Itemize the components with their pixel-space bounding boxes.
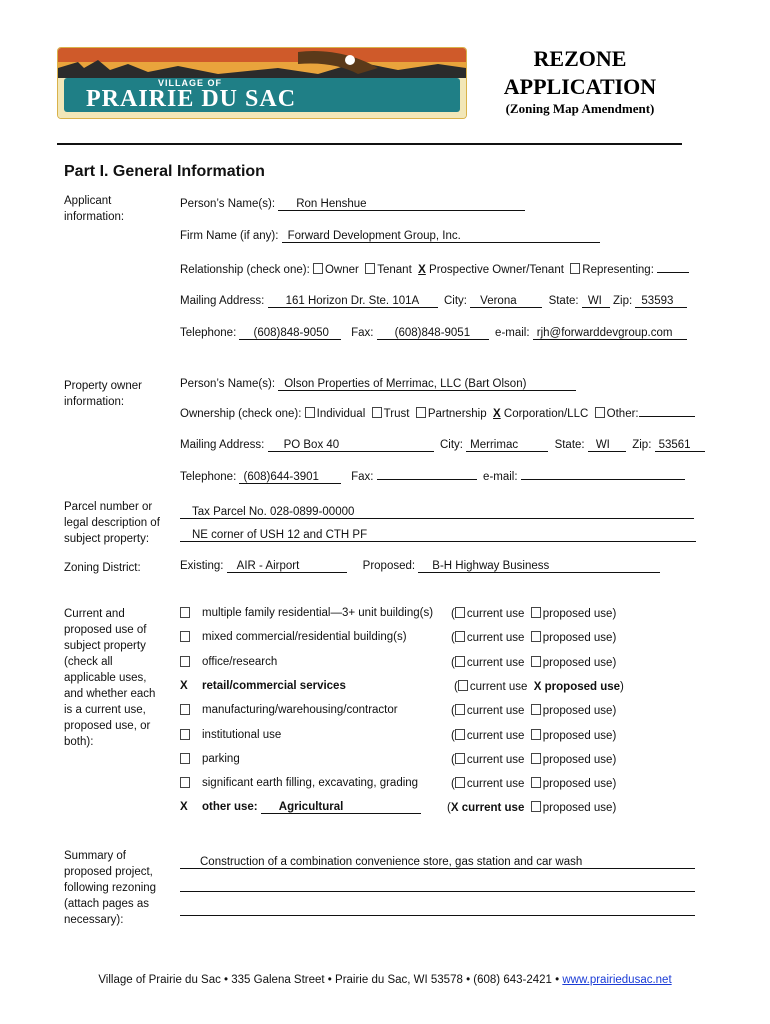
applicant-phone-row — [180, 327, 687, 340]
city-label: City: — [443, 295, 467, 307]
empty-box-icon — [531, 631, 541, 642]
part-title: Part I. General Information — [64, 163, 265, 180]
ownership-row — [180, 407, 695, 420]
other-checkbox[interactable] — [595, 407, 605, 418]
empty-box-icon — [180, 777, 190, 788]
empty-box-icon — [531, 729, 541, 740]
tenant-option: Tenant — [377, 264, 412, 276]
use-label — [202, 631, 407, 643]
use-checkbox[interactable] — [180, 656, 192, 669]
empty-box-icon — [455, 607, 465, 618]
corporation-mark[interactable]: X — [493, 408, 501, 420]
empty-box-icon — [180, 704, 190, 715]
use-text: parking — [202, 753, 240, 765]
empty-box-icon — [531, 704, 541, 715]
zip-label: Zip: — [613, 295, 633, 307]
proposed-use-option[interactable] — [531, 778, 613, 790]
use-text: other use: — [202, 801, 258, 813]
empty-box-icon — [531, 777, 541, 788]
empty-box-icon — [455, 729, 465, 740]
website-link[interactable]: www.prairiedusac.net — [562, 974, 672, 986]
header-rule — [57, 143, 682, 145]
owner-name-field[interactable]: Olson Properties of Merrimac, LLC (Bart Olson) — [278, 378, 576, 391]
use-checkbox[interactable] — [180, 607, 192, 620]
fax-field[interactable]: (608)848-9051 — [377, 327, 489, 340]
fax-label: Fax: — [351, 327, 374, 339]
use-label — [202, 704, 398, 716]
logo-main-text: PRAIRIE DU SAC — [86, 86, 297, 112]
owner-state-label: State: — [554, 439, 585, 451]
state-field[interactable]: WI — [582, 295, 610, 308]
current-use-label: current use — [466, 608, 525, 620]
ownership-label: Ownership (check one): — [180, 408, 302, 420]
use-current-proposed: ( current use proposed use) — [451, 632, 617, 644]
current-use-label: current use — [466, 754, 525, 766]
owner-label: Property owner information: — [64, 380, 142, 408]
current-use-label: current use — [466, 705, 525, 717]
proposed-label: Proposed: — [362, 560, 416, 572]
empty-box-icon — [455, 631, 465, 642]
use-current-proposed: ( current use proposed use) — [451, 657, 617, 669]
owner-name-row — [180, 378, 576, 391]
current-use-option[interactable] — [455, 608, 525, 620]
current-use-label: current use — [466, 778, 525, 790]
applicant-name-row — [180, 198, 525, 211]
firm-row — [180, 230, 600, 243]
proposed-use-label: proposed use — [542, 730, 613, 742]
individual-option: Individual — [316, 408, 366, 420]
use-label — [202, 777, 418, 789]
proposed-use-label: proposed use — [542, 802, 613, 814]
empty-box-icon — [180, 753, 190, 764]
proposed-use-label: proposed use — [542, 608, 613, 620]
subtitle: (Zoning Map Amendment) — [505, 101, 655, 116]
partnership-checkbox[interactable] — [416, 407, 426, 418]
proposed-field[interactable]: B-H Highway Business — [418, 560, 660, 573]
summary-label: Summary of proposed project, following rezoning (attach pages as necessary): — [64, 850, 157, 926]
footer — [0, 974, 770, 986]
other-use-field[interactable]: Agricultural — [261, 801, 421, 814]
mailing-field[interactable]: 161 Horizon Dr. Ste. 101A — [268, 295, 438, 308]
empty-box-icon — [180, 729, 190, 740]
use-checkbox[interactable]: X — [180, 680, 188, 692]
partnership-option: Partnership — [427, 408, 487, 420]
use-current-proposed: ( current use proposed use) — [451, 754, 617, 766]
use-current-proposed: ( current use proposed use) — [451, 705, 617, 717]
applicant-name-field[interactable]: Ron Henshue — [278, 198, 525, 211]
owner-zip-label: Zip: — [632, 439, 652, 451]
use-label — [202, 656, 277, 668]
proposed-use-option[interactable] — [531, 705, 613, 717]
current-use-option[interactable] — [455, 657, 525, 669]
parcel-line-1[interactable]: Tax Parcel No. 028-0899-00000 — [180, 506, 694, 519]
owner-email-label: e-mail: — [483, 471, 518, 483]
corporation-option: Corporation/LLC — [503, 408, 589, 420]
owner-zip-field[interactable]: 53561 — [655, 439, 705, 452]
owner-mailing-label: Mailing Address: — [180, 439, 265, 451]
relationship-row — [180, 263, 689, 276]
proposed-use-option[interactable] — [531, 657, 613, 669]
use-checkbox[interactable] — [180, 704, 192, 717]
relationship-label: Relationship (check one): — [180, 264, 310, 276]
current-use-label: current use — [466, 632, 525, 644]
use-current-proposed: ( current use X proposed use) — [454, 681, 624, 693]
state-label: State: — [548, 295, 579, 307]
proposed-use-option[interactable] — [531, 802, 613, 814]
tenant-checkbox[interactable] — [365, 263, 375, 274]
email-label: e-mail: — [495, 327, 530, 339]
use-label — [202, 680, 346, 692]
prospective-mark[interactable]: X — [418, 264, 426, 276]
use-current-proposed: ( current use proposed use) — [451, 778, 617, 790]
use-checkbox[interactable] — [180, 729, 192, 742]
use-text: retail/commercial services — [202, 680, 346, 692]
owner-fax-field[interactable] — [377, 479, 477, 480]
empty-box-icon — [455, 704, 465, 715]
use-label — [202, 801, 421, 814]
current-use-option[interactable] — [458, 681, 528, 693]
use-text: office/research — [202, 656, 278, 668]
owner-option: Owner — [324, 264, 359, 276]
other-option: Other: — [606, 408, 639, 420]
owner-mailing-row — [180, 439, 705, 452]
logo-top-text: VILLAGE OF — [158, 78, 222, 88]
proposed-use-label: proposed use — [542, 778, 613, 790]
zoning-label: Zoning District: — [64, 562, 141, 574]
firm-field[interactable]: Forward Development Group, Inc. — [282, 230, 600, 243]
summary-line-3[interactable] — [180, 915, 695, 916]
empty-box-icon — [180, 631, 190, 642]
representing-option: Representing: — [582, 264, 654, 276]
existing-field[interactable]: AIR - Airport — [227, 560, 347, 573]
use-text: manufacturing/warehousing/contractor — [202, 704, 398, 716]
owner-city-label: City: — [439, 439, 463, 451]
other-field[interactable] — [639, 416, 695, 417]
footer-text: Village of Prairie du Sac • 335 Galena Street • Prairie du Sac, WI 53578 • (608) 643-2421 • — [98, 974, 563, 986]
use-current-proposed: ( current use proposed use) — [451, 608, 617, 620]
summary-line-1[interactable]: Construction of a combination convenience store, gas station and car wash — [180, 856, 695, 869]
current-use-label: current use — [466, 657, 525, 669]
current-use-option[interactable]: X current use — [450, 802, 525, 814]
parcel-line-2[interactable]: NE corner of USH 12 and CTH PF — [180, 529, 696, 542]
title-application: APPLICATION — [503, 74, 657, 99]
representing-checkbox[interactable] — [570, 263, 580, 274]
proposed-use-label: proposed use — [542, 657, 613, 669]
use-label — [202, 729, 281, 741]
parcel-label: Parcel number or legal description of subject property: — [64, 501, 160, 545]
owner-mailing-field[interactable]: PO Box 40 — [268, 439, 434, 452]
firm-label: Firm Name (if any): — [180, 230, 279, 242]
use-label — [202, 753, 240, 765]
city-field[interactable]: Verona — [470, 295, 542, 308]
use-text: significant earth filling, excavating, grading — [202, 777, 419, 789]
current-use-label: current use — [461, 802, 525, 814]
current-use-option[interactable] — [455, 730, 525, 742]
empty-box-icon — [531, 607, 541, 618]
current-use-label: current use — [469, 681, 528, 693]
current-use-option[interactable] — [455, 705, 525, 717]
use-text: multiple family residential—3+ unit building(s) — [202, 607, 434, 619]
use-current-proposed: ( current use proposed use) — [451, 730, 617, 742]
owner-city-field[interactable]: Merrimac — [466, 439, 548, 452]
proposed-use-option[interactable]: X proposed use — [533, 681, 621, 693]
owner-email-field[interactable] — [521, 479, 685, 480]
use-label — [202, 607, 433, 619]
owner-phone-row — [180, 471, 685, 484]
proposed-use-option[interactable] — [531, 754, 613, 766]
empty-box-icon — [180, 607, 190, 618]
representing-field[interactable] — [657, 272, 689, 273]
use-current-proposed: (X current use proposed use) — [447, 802, 617, 814]
uses-label: Current and proposed use of subject property (check all applicable uses, and whether each is a current use, proposed use, or both): — [64, 608, 156, 748]
trust-option: Trust — [383, 408, 410, 420]
proposed-use-label: proposed use — [542, 632, 613, 644]
zoning-row — [180, 560, 660, 573]
empty-box-icon — [455, 656, 465, 667]
owner-persons-label: Person’s Name(s): — [180, 378, 276, 390]
empty-box-icon — [531, 656, 541, 667]
email-field[interactable]: rjh@forwarddevgroup.com — [533, 327, 687, 340]
tel-field[interactable]: (608)848-9050 — [239, 327, 341, 340]
use-checkbox[interactable] — [180, 753, 192, 766]
empty-box-icon — [531, 753, 541, 764]
current-use-option[interactable] — [455, 778, 525, 790]
proposed-use-option[interactable] — [531, 632, 613, 644]
village-logo — [57, 47, 467, 119]
empty-box-icon — [458, 680, 468, 691]
proposed-use-label: proposed use — [542, 705, 613, 717]
proposed-use-label: proposed use — [544, 681, 621, 693]
existing-label: Existing: — [180, 560, 224, 572]
zip-field[interactable]: 53593 — [635, 295, 687, 308]
current-use-option[interactable] — [455, 632, 525, 644]
owner-state-field[interactable]: WI — [588, 439, 626, 452]
applicant-label: Applicant information: — [64, 195, 125, 223]
empty-box-icon — [455, 777, 465, 788]
use-checkbox[interactable] — [180, 631, 192, 644]
proposed-use-label: proposed use — [542, 754, 613, 766]
owner-checkbox[interactable] — [313, 263, 323, 274]
tel-label: Telephone: — [180, 327, 237, 339]
persons-label: Person’s Name(s): — [180, 198, 276, 210]
trust-checkbox[interactable] — [372, 407, 382, 418]
empty-box-icon — [180, 656, 190, 667]
owner-tel-label: Telephone: — [180, 471, 237, 483]
use-text: mixed commercial/residential building(s) — [202, 631, 407, 643]
current-use-option[interactable] — [455, 754, 525, 766]
use-checkbox[interactable] — [180, 777, 192, 790]
use-checkbox[interactable]: X — [180, 801, 188, 813]
owner-fax-label: Fax: — [351, 471, 374, 483]
proposed-use-option[interactable] — [531, 730, 613, 742]
owner-tel-field[interactable]: (608)644-3901 — [239, 471, 341, 484]
applicant-mailing-row — [180, 295, 687, 308]
mailing-label: Mailing Address: — [180, 295, 265, 307]
prospective-option: Prospective Owner/Tenant — [429, 264, 564, 276]
summary-line-2[interactable] — [180, 891, 695, 892]
current-use-label: current use — [466, 730, 525, 742]
use-text: institutional use — [202, 729, 282, 741]
individual-checkbox[interactable] — [305, 407, 315, 418]
empty-box-icon — [455, 753, 465, 764]
proposed-use-option[interactable] — [531, 608, 613, 620]
title-rezone: REZONE — [533, 46, 627, 71]
empty-box-icon — [531, 801, 541, 812]
